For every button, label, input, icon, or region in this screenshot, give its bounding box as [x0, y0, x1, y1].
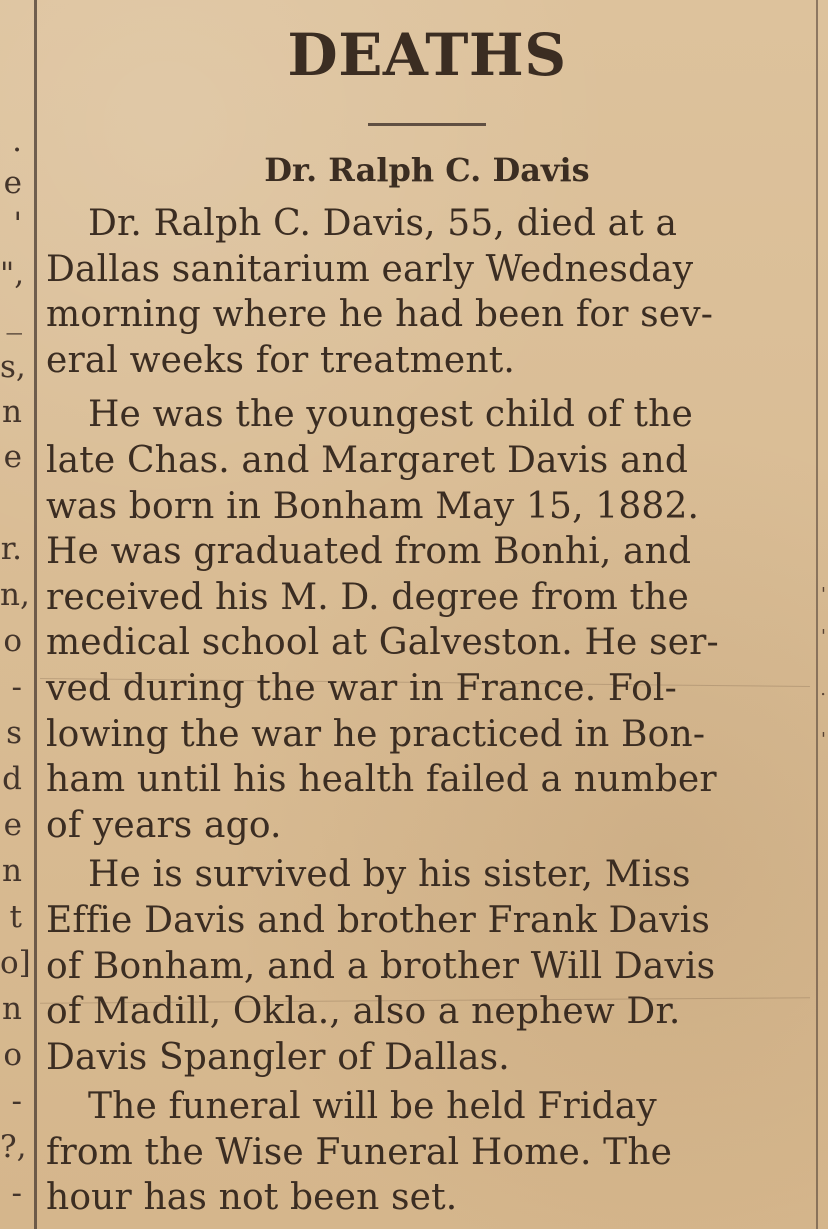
article-line: hour has not been set. [46, 1177, 458, 1219]
article-line: from the Wise Funeral Home. The [46, 1131, 673, 1173]
article-line: morning where he had been for sev- [46, 294, 714, 336]
article-line: of Madill, Okla., also a nephew Dr. [46, 991, 681, 1033]
article-line: ved during the war in France. Fol- [46, 667, 677, 709]
right-edge-mark: ' [821, 729, 826, 750]
article-line: Davis Spangler of Dallas. [46, 1036, 510, 1078]
fragment-char: e [3, 439, 22, 475]
fragment-char: e [3, 165, 22, 201]
article-line: He is survived by his sister, Miss [88, 854, 691, 896]
article-line: late Chas. and Margaret Davis and [46, 439, 689, 481]
article-line: Effie Davis and brother Frank Davis [46, 899, 710, 941]
fragment-char: n [2, 394, 22, 430]
fragment-char: _ [6, 299, 22, 335]
fragment-char: n [2, 991, 22, 1027]
fragment-char: o] [0, 945, 31, 981]
right-edge-mark: . [820, 679, 826, 700]
fragment-char: - [11, 1175, 22, 1211]
article-line: Dr. Ralph C. Davis, 55, died at a [88, 203, 678, 244]
fragment-char: ' [13, 206, 22, 242]
article-line: He was graduated from Bonhi, and [46, 531, 692, 573]
article-line: Dallas sanitarium early Wednesday [46, 248, 694, 290]
article-line: eral weeks for treatment. [46, 339, 515, 381]
article-headline: Dr. Ralph C. Davis [264, 151, 590, 189]
fragment-char: - [11, 669, 22, 705]
fragment-char: s, [0, 349, 26, 385]
fragment-char: s [6, 715, 22, 751]
adjacent-column-fragments [0, 0, 34, 1229]
column-rule-left [34, 0, 37, 1229]
heading-rule [368, 123, 486, 126]
fragment-char: o [3, 623, 22, 659]
article-line: was born in Bonham May 15, 1882. [46, 485, 700, 527]
obituary-column [46, 16, 808, 1221]
article-line: ham until his health failed a number [46, 759, 717, 801]
right-edge-mark: ' [821, 584, 826, 605]
article-line: received his M. D. degree from the [46, 576, 689, 618]
fragment-char: n, [0, 577, 30, 613]
fragment-char: o [3, 1037, 22, 1073]
fragment-char: . [12, 123, 22, 159]
fragment-char: d [2, 761, 22, 797]
fragment-char: n [2, 853, 22, 889]
fragment-char: t [9, 899, 22, 935]
article-line: of years ago. [46, 804, 282, 846]
fragment-char: r. [0, 531, 22, 567]
fragment-char: ", [0, 256, 25, 292]
article-line: He was the youngest child of the [88, 394, 693, 436]
right-edge-mark: ' [821, 626, 826, 647]
article-line: medical school at Galveston. He ser- [46, 622, 719, 664]
article-line: The funeral will be held Friday [88, 1086, 657, 1128]
fragment-char: ?, [0, 1129, 27, 1165]
fragment-char: - [11, 1083, 22, 1119]
column-rule-right [816, 0, 818, 1229]
article-line: lowing the war he practiced in Bon- [46, 713, 706, 755]
fragment-char: e [3, 807, 22, 843]
article-line: of Bonham, and a brother Will Davis [46, 945, 716, 987]
section-heading: DEATHS [287, 21, 567, 89]
